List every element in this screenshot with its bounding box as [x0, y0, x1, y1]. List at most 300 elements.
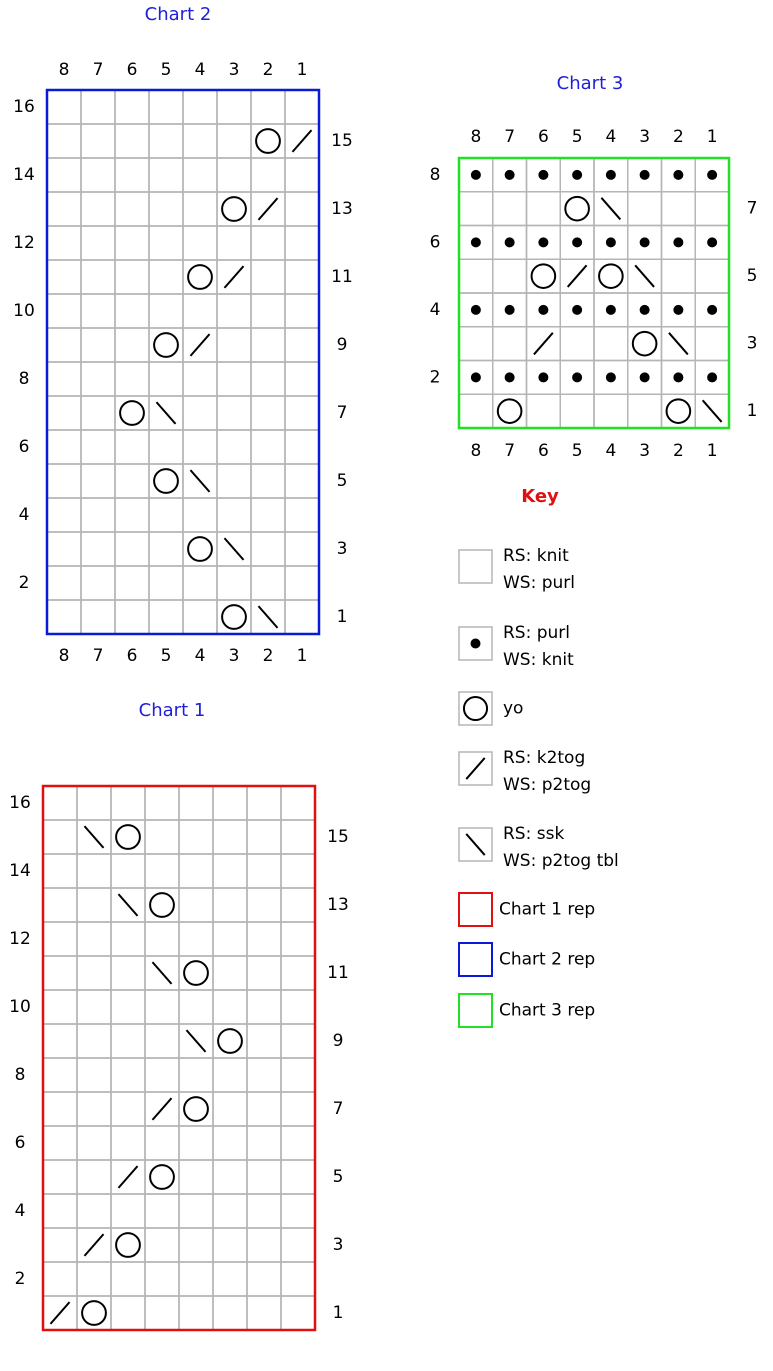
- column-number-bottom: 2: [672, 441, 684, 461]
- chart-cell: [179, 1228, 213, 1262]
- row-number-odd: 5: [336, 471, 348, 491]
- chart-cell: [247, 1228, 281, 1262]
- chart-cell: [281, 1228, 315, 1262]
- chart-cell: [217, 566, 251, 600]
- chart3-title: Chart 3: [556, 73, 624, 94]
- column-number-bottom: 1: [296, 646, 308, 666]
- chart-cell: [183, 192, 217, 226]
- chart-cell: [179, 1126, 213, 1160]
- column-number-top: 1: [296, 60, 308, 80]
- chart-cell: [217, 328, 251, 362]
- chart-cell: [77, 1262, 111, 1296]
- purl-dot-icon: [538, 170, 548, 180]
- chart-cell: [281, 1058, 315, 1092]
- purl-dot-icon: [707, 170, 717, 180]
- chart-cell: [251, 396, 285, 430]
- chart-cell: [47, 90, 81, 124]
- chart-cell: [213, 1092, 247, 1126]
- chart-cell: [115, 430, 149, 464]
- chart-cell: [281, 888, 315, 922]
- legend-swatch: [459, 550, 492, 583]
- column-number-top: 7: [504, 127, 516, 147]
- column-number-top: 8: [58, 60, 70, 80]
- legend-swatch: [459, 893, 492, 926]
- legend-label: WS: purl: [503, 573, 576, 593]
- ssk-backslash-icon: [258, 606, 277, 628]
- chart-cell: [47, 498, 81, 532]
- chart-cell: [183, 158, 217, 192]
- chart-cell: [217, 294, 251, 328]
- purl-dot-icon: [572, 237, 582, 247]
- chart-cell: [281, 820, 315, 854]
- chart-cell: [81, 226, 115, 260]
- chart-cell: [77, 1092, 111, 1126]
- yo-circle-icon: [120, 401, 144, 425]
- row-number-even: 2: [18, 573, 30, 593]
- chart-cell: [115, 158, 149, 192]
- ssk-backslash-icon: [84, 826, 103, 848]
- yo-circle-icon: [222, 197, 246, 221]
- chart-cell: [213, 854, 247, 888]
- k2tog-slash-icon: [224, 266, 243, 288]
- chart-cell: [145, 1058, 179, 1092]
- yo-circle-icon: [150, 893, 174, 917]
- chart-cell: [111, 1126, 145, 1160]
- row-number-even: 12: [13, 233, 35, 253]
- purl-dot-icon: [505, 170, 515, 180]
- chart-cell: [285, 294, 319, 328]
- row-number-even: 8: [18, 369, 30, 389]
- row-number-even: 10: [9, 997, 31, 1017]
- purl-dot-icon: [505, 372, 515, 382]
- chart-cell: [81, 362, 115, 396]
- purl-dot-icon: [538, 305, 548, 315]
- purl-dot-icon: [707, 372, 717, 382]
- chart1-grid: [43, 786, 315, 1330]
- ssk-backslash-icon: [601, 198, 620, 220]
- chart-cell: [251, 464, 285, 498]
- chart-cell: [213, 1126, 247, 1160]
- chart-cell: [115, 600, 149, 634]
- chart-cell: [247, 1160, 281, 1194]
- row-number-even: 6: [14, 1133, 26, 1153]
- chart-cell: [47, 566, 81, 600]
- chart-cell: [285, 226, 319, 260]
- column-number-bottom: 7: [92, 646, 104, 666]
- k2tog-slash-icon: [292, 130, 311, 152]
- legend-label: yo: [503, 698, 524, 719]
- chart-cell: [285, 464, 319, 498]
- chart-cell: [81, 192, 115, 226]
- chart-cell: [285, 90, 319, 124]
- chart-cell: [111, 1092, 145, 1126]
- chart-cell: [217, 396, 251, 430]
- legend-label: WS: knit: [503, 650, 574, 670]
- chart-cell: [281, 956, 315, 990]
- chart-cell: [149, 566, 183, 600]
- chart-cell: [527, 394, 561, 428]
- chart-cell: [43, 1024, 77, 1058]
- legend-item-rs-purl: [459, 623, 574, 670]
- chart-cell: [281, 922, 315, 956]
- chart-cell: [247, 1194, 281, 1228]
- chart-cell: [217, 362, 251, 396]
- purl-dot-icon: [471, 305, 481, 315]
- legend: [459, 486, 619, 1027]
- chart-cell: [281, 990, 315, 1024]
- chart-cell: [285, 192, 319, 226]
- yo-circle-icon: [150, 1165, 174, 1189]
- chart-cell: [695, 192, 729, 226]
- chart-cell: [81, 260, 115, 294]
- row-number-odd: 13: [327, 895, 349, 915]
- yo-circle-icon: [188, 537, 212, 561]
- chart-cell: [115, 90, 149, 124]
- row-number-odd: 5: [746, 266, 758, 287]
- chart-cell: [213, 1160, 247, 1194]
- chart-cell: [145, 786, 179, 820]
- chart-cell: [111, 1194, 145, 1228]
- chart-cell: [251, 328, 285, 362]
- column-number-bottom: 1: [706, 441, 718, 461]
- chart-cell: [149, 124, 183, 158]
- chart-cell: [81, 90, 115, 124]
- yo-circle-icon: [599, 264, 623, 288]
- yo-circle-icon: [565, 197, 589, 221]
- legend-item-chart-1-rep: [459, 893, 595, 926]
- chart-cell: [251, 294, 285, 328]
- row-number-odd: 9: [332, 1031, 344, 1051]
- row-number-odd: 9: [336, 335, 348, 355]
- chart-cell: [179, 1296, 213, 1330]
- chart-cell: [145, 1228, 179, 1262]
- row-number-odd: 3: [746, 333, 758, 354]
- k2tog-slash-icon: [568, 265, 587, 287]
- row-number-even: 4: [14, 1201, 26, 1221]
- chart-cell: [560, 394, 594, 428]
- yo-circle-icon: [532, 264, 556, 288]
- chart-cell: [251, 430, 285, 464]
- chart-cell: [149, 498, 183, 532]
- purl-dot-icon: [505, 305, 515, 315]
- chart-cell: [247, 786, 281, 820]
- chart-cell: [145, 1194, 179, 1228]
- chart-cell: [285, 362, 319, 396]
- row-number-odd: 15: [327, 827, 349, 847]
- chart-cell: [145, 1262, 179, 1296]
- yo-circle-icon: [116, 1233, 140, 1257]
- chart-cell: [43, 1160, 77, 1194]
- row-number-odd: 1: [332, 1303, 344, 1323]
- chart-cell: [111, 1262, 145, 1296]
- chart-cell: [247, 1024, 281, 1058]
- chart-cell: [115, 362, 149, 396]
- chart-cell: [43, 1126, 77, 1160]
- chart-cell: [149, 90, 183, 124]
- chart-cell: [183, 90, 217, 124]
- column-number-bottom: 6: [126, 646, 138, 666]
- chart3-grid: [459, 158, 729, 428]
- chart-cell: [115, 226, 149, 260]
- ssk-backslash-icon: [186, 1030, 205, 1052]
- chart-cell: [47, 260, 81, 294]
- purl-dot-icon: [606, 305, 616, 315]
- purl-dot-icon: [572, 170, 582, 180]
- column-number-bottom: 2: [262, 646, 274, 666]
- purl-dot-icon: [572, 372, 582, 382]
- ssk-backslash-icon: [703, 400, 722, 422]
- row-number-even: 4: [429, 299, 441, 320]
- row-number-odd: 7: [336, 403, 348, 423]
- chart-cell: [213, 1296, 247, 1330]
- column-number-top: 4: [194, 60, 206, 80]
- row-number-even: 8: [429, 164, 441, 185]
- column-number-top: 8: [470, 127, 482, 147]
- chart-cell: [183, 600, 217, 634]
- chart-cell: [145, 1296, 179, 1330]
- ssk-backslash-icon: [156, 402, 175, 424]
- purl-dot-icon: [471, 372, 481, 382]
- chart-cell: [695, 259, 729, 293]
- column-number-top: 5: [160, 60, 172, 80]
- column-number-bottom: 4: [194, 646, 206, 666]
- row-number-even: 16: [13, 97, 35, 117]
- chart-cell: [149, 158, 183, 192]
- chart-cell: [247, 990, 281, 1024]
- k2tog-slash-icon: [258, 198, 277, 220]
- chart-cell: [47, 124, 81, 158]
- yo-circle-icon: [116, 825, 140, 849]
- chart-cell: [183, 396, 217, 430]
- column-number-bottom: 3: [228, 646, 240, 666]
- row-number-even: 14: [9, 861, 31, 881]
- chart-cell: [213, 820, 247, 854]
- chart-cell: [77, 854, 111, 888]
- chart-cell: [47, 158, 81, 192]
- chart-cell: [695, 327, 729, 361]
- chart-cell: [285, 328, 319, 362]
- chart-cell: [81, 158, 115, 192]
- legend-item-yo: [459, 692, 523, 725]
- row-number-odd: 7: [746, 198, 758, 219]
- chart-cell: [43, 820, 77, 854]
- chart-cell: [662, 192, 696, 226]
- row-number-even: 16: [9, 793, 31, 813]
- yo-circle-icon: [633, 332, 657, 356]
- chart-cell: [149, 294, 183, 328]
- chart-cell: [43, 1262, 77, 1296]
- column-number-top: 3: [228, 60, 240, 80]
- yo-circle-icon: [256, 129, 280, 153]
- row-number-odd: 13: [331, 199, 353, 219]
- legend-label: WS: p2tog tbl: [503, 851, 619, 871]
- chart-cell: [179, 888, 213, 922]
- row-number-even: 6: [429, 232, 441, 253]
- chart-cell: [43, 1194, 77, 1228]
- row-number-odd: 7: [332, 1099, 344, 1119]
- chart-cell: [77, 956, 111, 990]
- column-number-bottom: 5: [571, 441, 583, 461]
- chart2-grid: [47, 90, 319, 634]
- chart-cell: [247, 820, 281, 854]
- chart-cell: [145, 1024, 179, 1058]
- k2tog-slash-icon: [50, 1302, 69, 1324]
- chart-cell: [115, 566, 149, 600]
- chart-cell: [217, 90, 251, 124]
- chart-cell: [81, 328, 115, 362]
- chart-cell: [183, 498, 217, 532]
- purl-dot-icon: [606, 170, 616, 180]
- chart-cell: [47, 226, 81, 260]
- chart-cell: [77, 1126, 111, 1160]
- chart-cell: [281, 1194, 315, 1228]
- chart-cell: [111, 854, 145, 888]
- chart-cell: [149, 600, 183, 634]
- ssk-backslash-icon: [190, 470, 209, 492]
- purl-dot-icon: [471, 639, 481, 649]
- chart-cell: [281, 854, 315, 888]
- ssk-backslash-icon: [669, 333, 688, 355]
- chart-cell: [285, 532, 319, 566]
- ssk-backslash-icon: [152, 962, 171, 984]
- chart2-chart: [13, 4, 353, 666]
- yo-circle-icon: [222, 605, 246, 629]
- chart-cell: [47, 532, 81, 566]
- purl-dot-icon: [606, 237, 616, 247]
- chart-cell: [594, 394, 628, 428]
- purl-dot-icon: [505, 237, 515, 247]
- chart-cell: [149, 532, 183, 566]
- chart-cell: [179, 922, 213, 956]
- chart-cell: [213, 1194, 247, 1228]
- yo-circle-icon: [667, 399, 691, 423]
- chart-cell: [251, 362, 285, 396]
- row-number-odd: 3: [336, 539, 348, 559]
- chart-cell: [115, 328, 149, 362]
- chart-cell: [179, 1160, 213, 1194]
- chart-cell: [247, 1126, 281, 1160]
- yo-circle-icon: [464, 697, 487, 720]
- legend-label: RS: knit: [503, 546, 569, 566]
- chart-cell: [77, 1160, 111, 1194]
- row-number-odd: 11: [331, 267, 353, 287]
- chart-cell: [149, 226, 183, 260]
- row-number-odd: 11: [327, 963, 349, 983]
- chart-cell: [217, 464, 251, 498]
- column-number-top: 2: [262, 60, 274, 80]
- row-number-odd: 1: [746, 401, 758, 422]
- chart-cell: [115, 498, 149, 532]
- legend-label: Chart 2 rep: [499, 949, 596, 970]
- chart-cell: [285, 158, 319, 192]
- chart-cell: [111, 1296, 145, 1330]
- column-number-bottom: 6: [537, 441, 549, 461]
- chart-cell: [47, 362, 81, 396]
- chart-cell: [247, 888, 281, 922]
- chart-cell: [459, 327, 493, 361]
- chart-cell: [81, 396, 115, 430]
- chart-cell: [77, 990, 111, 1024]
- column-number-top: 1: [706, 127, 718, 147]
- purl-dot-icon: [538, 372, 548, 382]
- chart-cell: [560, 327, 594, 361]
- chart-cell: [247, 1092, 281, 1126]
- chart-cell: [115, 192, 149, 226]
- purl-dot-icon: [640, 170, 650, 180]
- chart-cell: [213, 786, 247, 820]
- chart-cell: [213, 888, 247, 922]
- chart-cell: [115, 260, 149, 294]
- chart-cell: [43, 990, 77, 1024]
- chart-cell: [77, 888, 111, 922]
- chart-cell: [111, 922, 145, 956]
- chart-cell: [281, 786, 315, 820]
- chart-cell: [213, 1262, 247, 1296]
- chart-cell: [115, 532, 149, 566]
- purl-dot-icon: [640, 372, 650, 382]
- chart-cell: [213, 922, 247, 956]
- column-number-bottom: 5: [160, 646, 172, 666]
- chart-cell: [285, 600, 319, 634]
- chart-cell: [247, 1058, 281, 1092]
- chart-cell: [217, 430, 251, 464]
- chart-cell: [251, 158, 285, 192]
- purl-dot-icon: [673, 305, 683, 315]
- k2tog-slash-icon: [466, 758, 484, 779]
- purl-dot-icon: [673, 372, 683, 382]
- chart-cell: [493, 259, 527, 293]
- chart-cell: [217, 226, 251, 260]
- chart-cell: [285, 566, 319, 600]
- chart-cell: [43, 1058, 77, 1092]
- purl-dot-icon: [471, 170, 481, 180]
- chart-cell: [145, 820, 179, 854]
- k2tog-slash-icon: [118, 1166, 137, 1188]
- chart-cell: [47, 430, 81, 464]
- chart-cell: [149, 260, 183, 294]
- chart-cell: [493, 327, 527, 361]
- column-number-top: 6: [126, 60, 138, 80]
- chart-cell: [77, 1058, 111, 1092]
- chart-cell: [77, 786, 111, 820]
- chart-cell: [47, 328, 81, 362]
- ssk-backslash-icon: [118, 894, 137, 916]
- chart-cell: [145, 922, 179, 956]
- chart-cell: [81, 532, 115, 566]
- chart-cell: [285, 396, 319, 430]
- chart-cell: [493, 192, 527, 226]
- purl-dot-icon: [471, 237, 481, 247]
- chart-cell: [149, 430, 183, 464]
- chart-cell: [281, 1160, 315, 1194]
- yo-circle-icon: [188, 265, 212, 289]
- purl-dot-icon: [707, 305, 717, 315]
- chart-cell: [183, 362, 217, 396]
- legend-item-rs-k2tog: [459, 748, 591, 795]
- chart-cell: [179, 820, 213, 854]
- chart-cell: [43, 922, 77, 956]
- column-number-bottom: 3: [639, 441, 651, 461]
- chart-cell: [43, 854, 77, 888]
- row-number-odd: 5: [332, 1167, 344, 1187]
- chart-cell: [77, 1024, 111, 1058]
- chart-cell: [81, 498, 115, 532]
- column-number-top: 3: [639, 127, 651, 147]
- ssk-backslash-icon: [224, 538, 243, 560]
- chart-cell: [213, 990, 247, 1024]
- chart-cell: [183, 294, 217, 328]
- legend-swatch: [459, 994, 492, 1027]
